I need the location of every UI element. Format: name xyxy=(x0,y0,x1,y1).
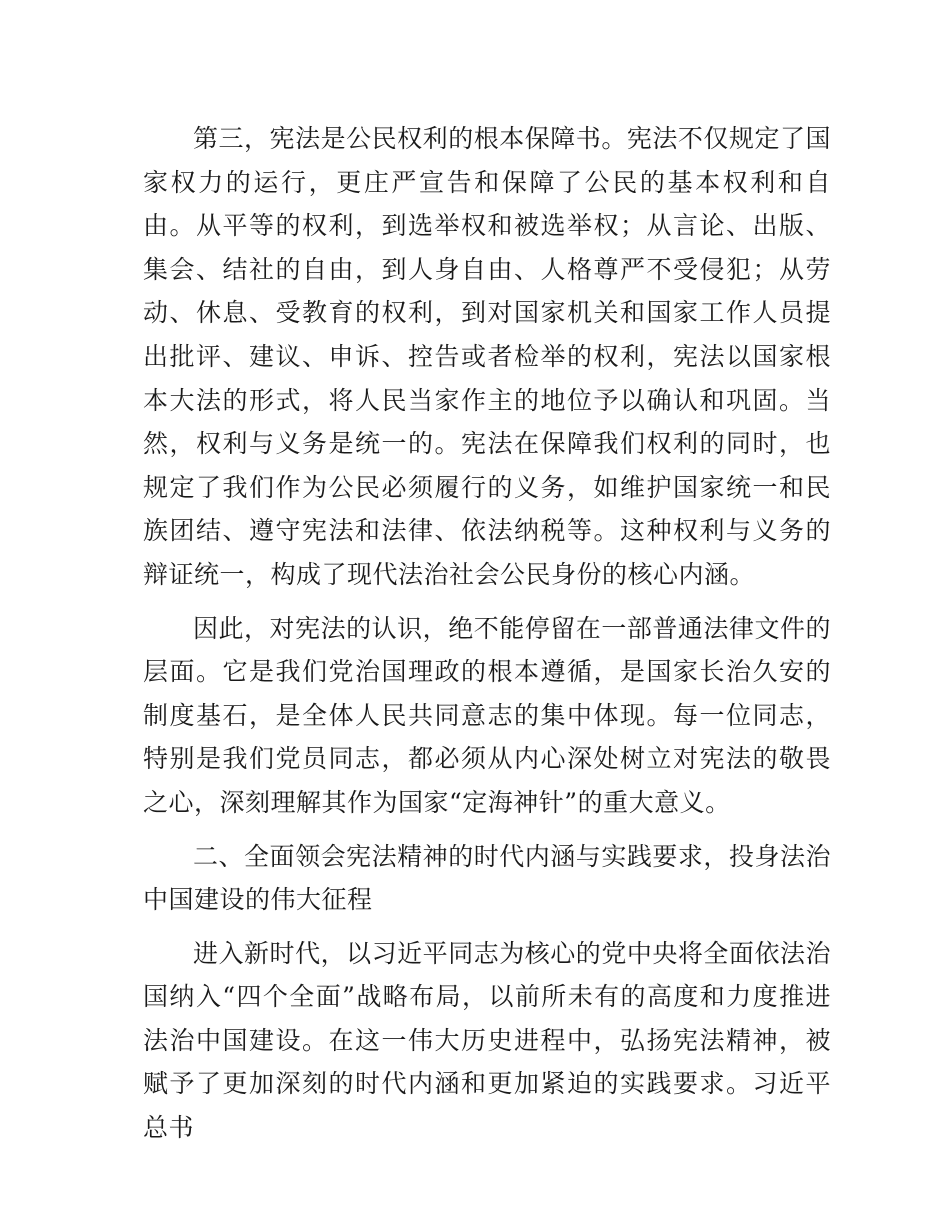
paragraph-citizen-rights: 第三，宪法是公民权利的根本保障书。宪法不仅规定了国家权力的运行，更庄严宣告和保障了公民的基本权利和自由。从平等的权利，到选举权和被选举权；从言论、出版、集会、结社的自由，到人身自由、人格尊严不受侵犯；从劳动、休息、受教育的权利，到对国家机关和国家工作人员提出批评、建议、申诉、控告或者检举的权利，宪法以国家根本大法的形式，将人民当家作主的地位予以确认和巩固。当然，权利与义务是统一的。宪法在保障我们权利的同时，也规定了我们作为公民必须履行的义务，如维护国家统一和民族团结、遵守宪法和法律、依法纳税等。这种权利与义务的辩证统一，构成了现代法治社会公民身份的核心内涵。 xyxy=(143,124,831,589)
section-heading-two: 二、全面领会宪法精神的时代内涵与实践要求，投身法治中国建设的伟大征程 xyxy=(143,841,831,915)
paragraph-new-era: 进入新时代，以习近平同志为核心的党中央将全面依法治国纳入“四个全面”战略布局，以前所未有的高度和力度推进法治中国建设。在这一伟大历史进程中，弘扬宪法精神，被赋予了更加深刻的时代内涵和更加紧迫的实践要求。习近平总书 xyxy=(143,938,831,1143)
paragraph-constitution-understanding: 因此，对宪法的认识，绝不能停留在一部普通法律文件的层面。它是我们党治国理政的根本遵循，是国家长治久安的制度基石，是全体人民共同意志的集中体现。每一位同志，特别是我们党员同志，都必须从内心深处树立对宪法的敬畏之心，深刻理解其作为国家“定海神针”的重大意义。 xyxy=(143,613,831,817)
document-body xyxy=(143,117,831,1160)
